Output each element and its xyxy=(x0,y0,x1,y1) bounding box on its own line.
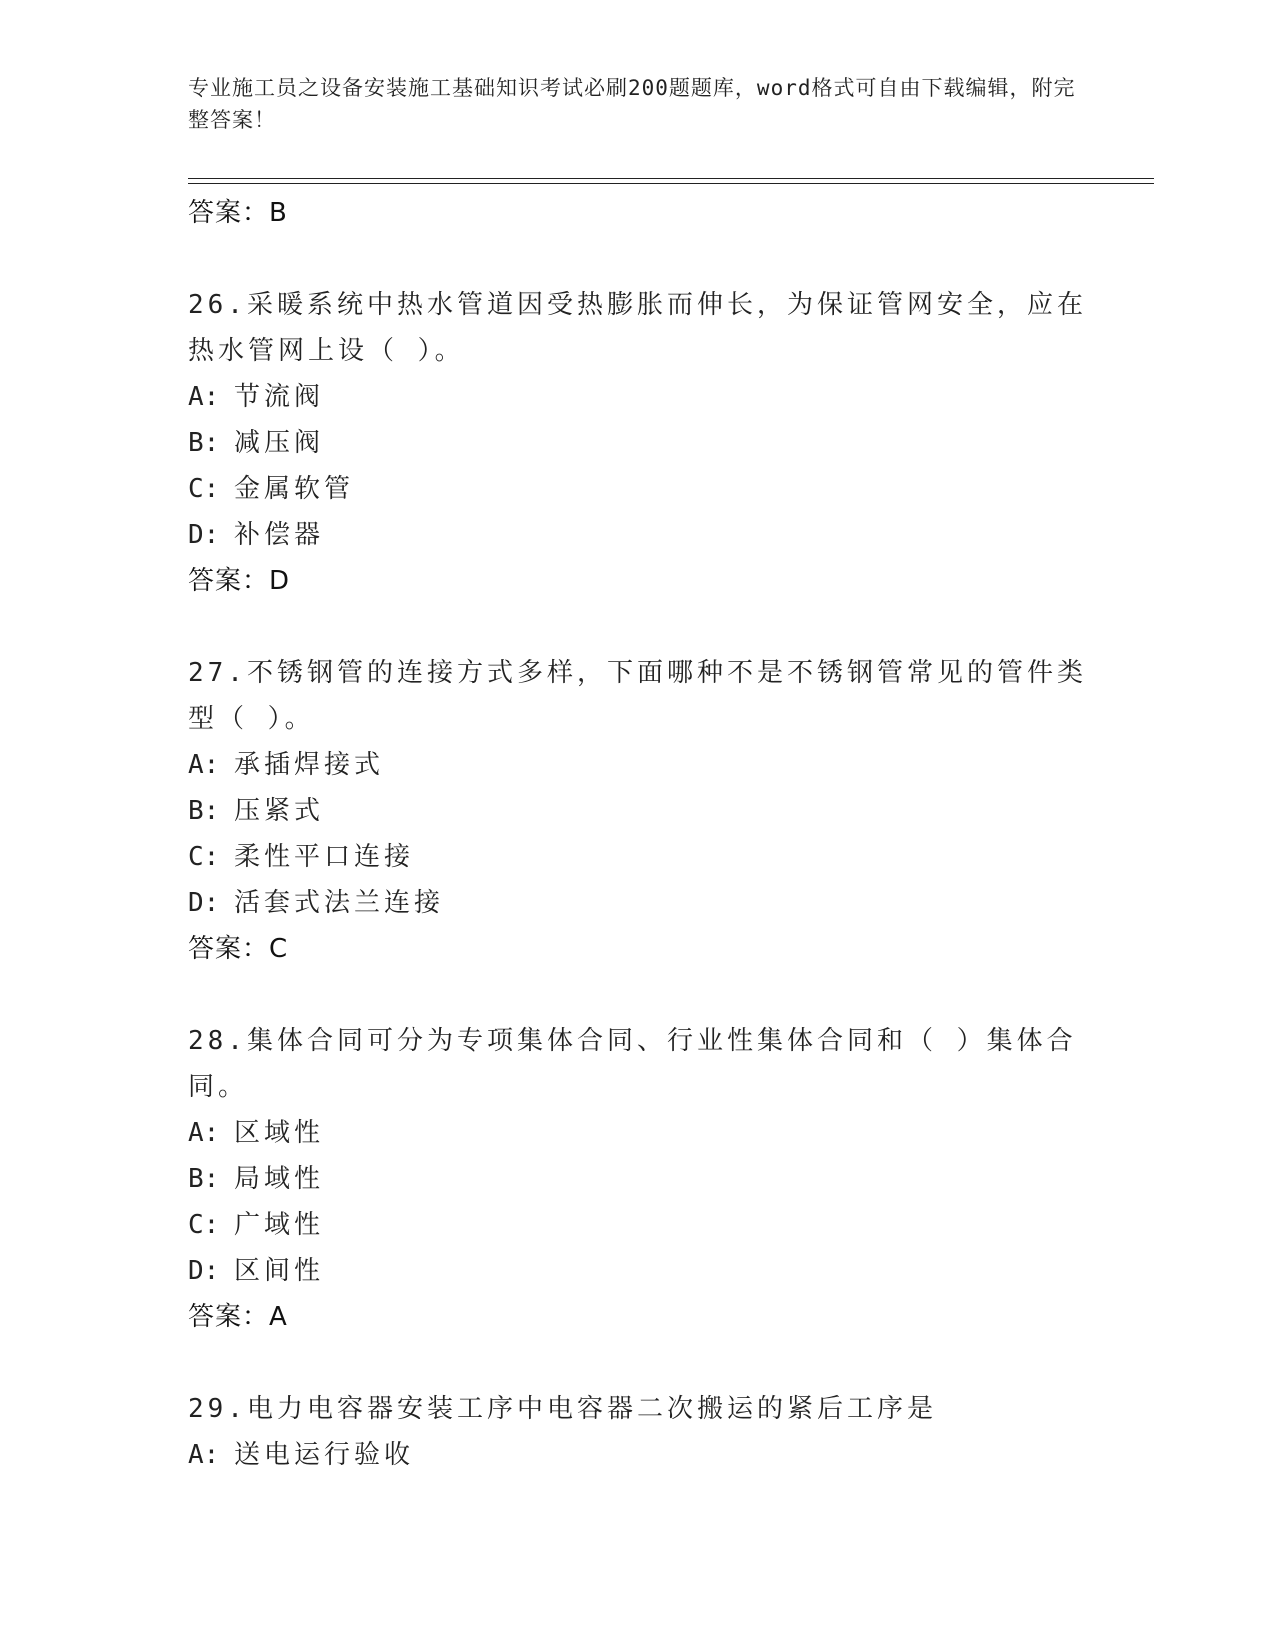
option-letter: B: xyxy=(188,428,220,458)
question-block xyxy=(188,650,1088,972)
option-letter: B: xyxy=(188,796,220,826)
option-text: 金属软管 xyxy=(234,474,355,504)
option-letter: B: xyxy=(188,1164,220,1194)
option-letter: A: xyxy=(188,1440,220,1470)
option-letter: C: xyxy=(188,474,220,504)
option-text: 送电运行验收 xyxy=(234,1440,415,1470)
option-d xyxy=(188,512,1088,558)
option-text: 广域性 xyxy=(234,1210,325,1240)
option-text: 活套式法兰连接 xyxy=(234,888,445,918)
option-text: 补偿器 xyxy=(234,520,325,550)
option-text: 区间性 xyxy=(234,1256,325,1286)
option-text: 承插焊接式 xyxy=(234,750,385,780)
option-a xyxy=(188,742,1088,788)
answer-line: 答案：B xyxy=(188,198,288,228)
option-b xyxy=(188,1156,1088,1202)
option-letter: D: xyxy=(188,1256,220,1286)
question-block xyxy=(188,282,1088,604)
option-letter: D: xyxy=(188,888,220,918)
answer-line: 答案：C xyxy=(188,934,289,964)
option-text: 压紧式 xyxy=(234,796,325,826)
question-block xyxy=(188,1386,1088,1478)
answer-line: 答案：A xyxy=(188,1302,288,1332)
option-letter: D: xyxy=(188,520,220,550)
option-letter: C: xyxy=(188,842,220,872)
question-text: 26.采暖系统中热水管道因受热膨胀而伸长，为保证管网安全，应在热水管网上设（ ）。 xyxy=(188,290,1087,366)
question-list xyxy=(188,190,1088,1478)
option-d xyxy=(188,1248,1088,1294)
option-d xyxy=(188,880,1088,926)
option-c xyxy=(188,834,1088,880)
option-c xyxy=(188,466,1088,512)
question-block xyxy=(188,1018,1088,1340)
option-letter: C: xyxy=(188,1210,220,1240)
header-divider-line xyxy=(188,178,1154,179)
option-text: 柔性平口连接 xyxy=(234,842,415,872)
option-a xyxy=(188,1110,1088,1156)
option-letter: A: xyxy=(188,1118,220,1148)
option-c xyxy=(188,1202,1088,1248)
option-text: 局域性 xyxy=(234,1164,325,1194)
option-b xyxy=(188,788,1088,834)
question-text: 29.电力电容器安装工序中电容器二次搬运的紧后工序是 xyxy=(188,1394,937,1424)
header-divider-line-double xyxy=(188,183,1154,184)
option-a xyxy=(188,1432,1088,1478)
option-text: 减压阀 xyxy=(234,428,325,458)
option-letter: A: xyxy=(188,382,220,412)
document-header: 专业施工员之设备安装施工基础知识考试必刷200题题库，word格式可自由下载编辑，附完整答案！ xyxy=(188,76,1076,132)
question-text: 27.不锈钢管的连接方式多样，下面哪种不是不锈钢管常见的管件类型（ ）。 xyxy=(188,658,1087,734)
option-text: 区域性 xyxy=(234,1118,325,1148)
option-text: 节流阀 xyxy=(234,382,325,412)
question-text: 28.集体合同可分为专项集体合同、行业性集体合同和（ ）集体合同。 xyxy=(188,1026,1077,1102)
answer-line: 答案：D xyxy=(188,566,291,596)
option-b xyxy=(188,420,1088,466)
option-a xyxy=(188,374,1088,420)
option-letter: A: xyxy=(188,750,220,780)
